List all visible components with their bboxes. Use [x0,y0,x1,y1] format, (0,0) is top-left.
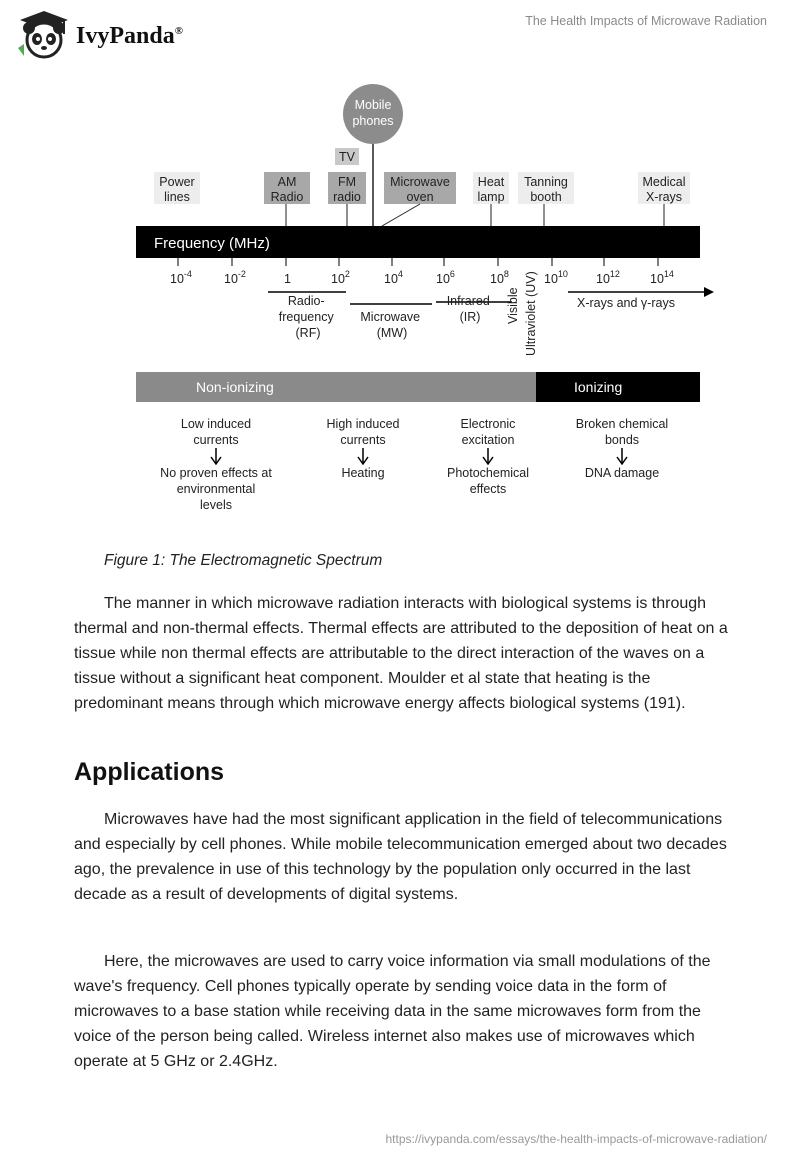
document-title: The Health Impacts of Microwave Radiation [525,14,767,28]
figure-caption: Figure 1: The Electromagnetic Spectrum [104,552,383,569]
tick-label-1: $10^{-2}$ [224,269,246,286]
electromagnetic-spectrum-figure [136,78,720,518]
frequency-bar-label: Frequency (MHz) [154,235,270,252]
effect-cause-3: Broken chemical bonds [575,417,669,447]
brand-name: IvyPanda® [76,22,183,49]
tick-label-9: $10^{14}$ [650,269,674,286]
visible-band-label: Visible [506,287,520,324]
paragraph-cellphones: Here, the microwaves are used to carry voice information via small modulations of the wave's frequency. Cell phones typically operate by sending voice data in the form of microwaves to a base station while receiving data in the same microwaves form from the voice of the person being called. Wireless internet also makes use of microwaves which operate at 5 GHz or 2.4GHz. [74,953,711,1070]
xray-band-label: X-rays and γ-rays [577,296,675,310]
source-label-5: Tanning booth [524,175,568,204]
rf-band-label: Radio- frequency (RF) [278,294,334,340]
source-label-6: Medical X-rays [642,175,686,204]
brand-logo[interactable] [14,8,183,60]
paragraph-telecom: Microwaves have had the most significant application in the field of telecommunications and especially by cell phones. While mobile telecommunication emerged about two decades ago, the prevalence in use of this technology by the population only occurred in the last decade as a result of developments of digital systems. [74,811,727,903]
source-label-3: Microwave oven [390,175,450,204]
source-label-1: AM Radio [270,175,304,204]
source-label-2: FM radio [333,175,361,204]
effect-result-0: No proven effects at environmental levels [160,466,272,512]
effect-cause-1: High induced currents [326,417,400,447]
non-ionizing-label: Non-ionizing [196,379,274,395]
effect-result-1: Heating [341,466,385,480]
source-label-4: Heat lamp [477,175,505,204]
panda-logo-icon [14,8,70,60]
tv-label: TV [339,150,355,164]
ir-band-label: Infrared (IR) [446,294,490,324]
uv-band-label: Ultraviolet (UV) [524,271,538,356]
ionizing-label: Ionizing [574,379,623,395]
mw-band-label: Microwave (MW) [360,310,421,340]
effect-result-2: Photochemical effects [447,466,529,496]
effect-result-3: DNA damage [584,466,660,480]
footer-url-link[interactable]: https://ivypanda.com/essays/the-health-impacts-of-microwave-radiation/ [385,1132,767,1146]
effect-cause-2: Electronic excitation [460,417,516,447]
tick-label-6: $10^8$ [490,269,509,286]
spectrum-diagram [136,78,720,518]
paragraph-thermal: The manner in which microwave radiation interacts with biological systems is through thermal and non-thermal effects. Thermal effects are attributed to the deposition of heat on a tissue while non thermal effects are attributable to the direct interaction of the waves on a tissue without a significant heat component. Moulder et al state that heating is the predominant means through which microwave energy affects biological systems (191). [74,595,728,712]
source-label-0: Power lines [159,175,195,204]
bubble-label: Mobile phones [352,98,394,128]
tick-label-0: $10^{-4}$ [170,269,192,286]
tick-label-3: $10^2$ [331,269,350,286]
tick-label-8: $10^{12}$ [596,269,620,286]
tick-label-2: 1 [284,272,291,286]
effect-cause-0: Low induced currents [180,417,252,447]
tick-label-7: $10^{10}$ [544,269,568,286]
page-header [0,0,800,70]
tick-label-4: $10^4$ [384,269,403,286]
section-heading-applications: Applications [74,758,225,786]
tick-label-5: $10^6$ [436,269,455,286]
